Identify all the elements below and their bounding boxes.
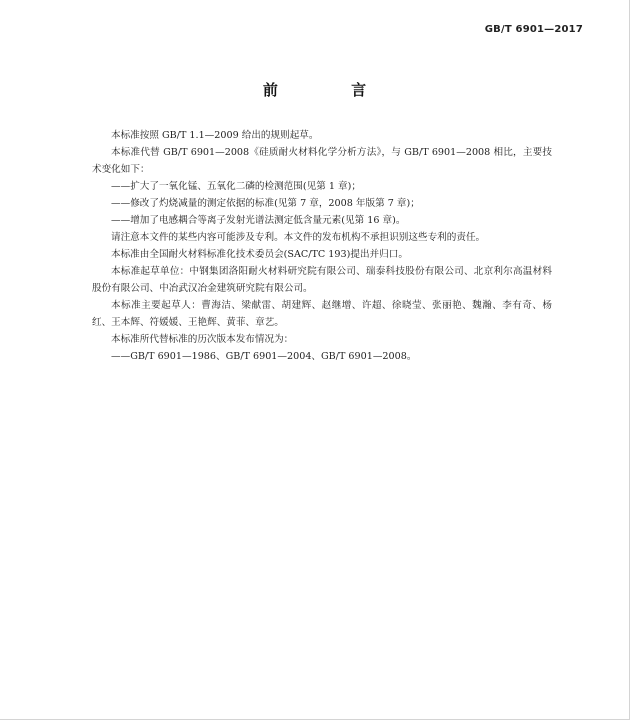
paragraph-drafting-rules: 本标准按照 GB/T 1.1—2009 给出的规则起草。 [111,130,319,141]
paragraph-patent-notice: 请注意本文件的某些内容可能涉及专利。本文件的发布机构不承担识别这些专利的责任。 [111,232,486,243]
list-item-change-1: ——扩大了一氧化锰、五氧化二磷的检测范围(见第 1 章)； [111,181,361,192]
paragraph-drafting-units: 本标准起草单位：中钢集团洛阳耐火材料研究院有限公司、瑞泰科技股份有限公司、北京利尔高温材料股份有限公司、中冶武汉冶金建筑研究院有限公司。 [92,266,552,294]
foreword-body [92,127,552,365]
list-item-history: ——GB/T 6901—1986、GB/T 6901—2004、GB/T 6901—2008。 [111,351,417,362]
paragraph-drafters: 本标准主要起草人：曹海洁、梁献雷、胡建辉、赵继增、许超、徐晓莹、张丽艳、魏瀚、李有奇、杨红、王本辉、符媛媛、王艳辉、黄菲、章艺。 [92,300,552,328]
page-title: 前 言 [262,81,401,99]
list-item-change-3: ——增加了电感耦合等离子发射光谱法测定低含量元素(见第 16 章)。 [111,215,406,226]
paragraph-proposer: 本标准由全国耐火材料标准化技术委员会(SAC/TC 193)提出并归口。 [111,249,408,260]
standard-code: GB/T 6901—2017 [484,24,583,35]
list-item-change-2: ——修改了灼烧减量的测定依据的标准(见第 7 章，2008 年版第 7 章)； [111,198,420,209]
paragraph-replacement: 本标准代替 GB/T 6901—2008《硅质耐火材料化学分析方法》，与 GB/T 6901—2008 相比，主要技术变化如下： [92,147,552,175]
paragraph-history-intro: 本标准所代替标准的历次版本发布情况为： [111,334,294,345]
